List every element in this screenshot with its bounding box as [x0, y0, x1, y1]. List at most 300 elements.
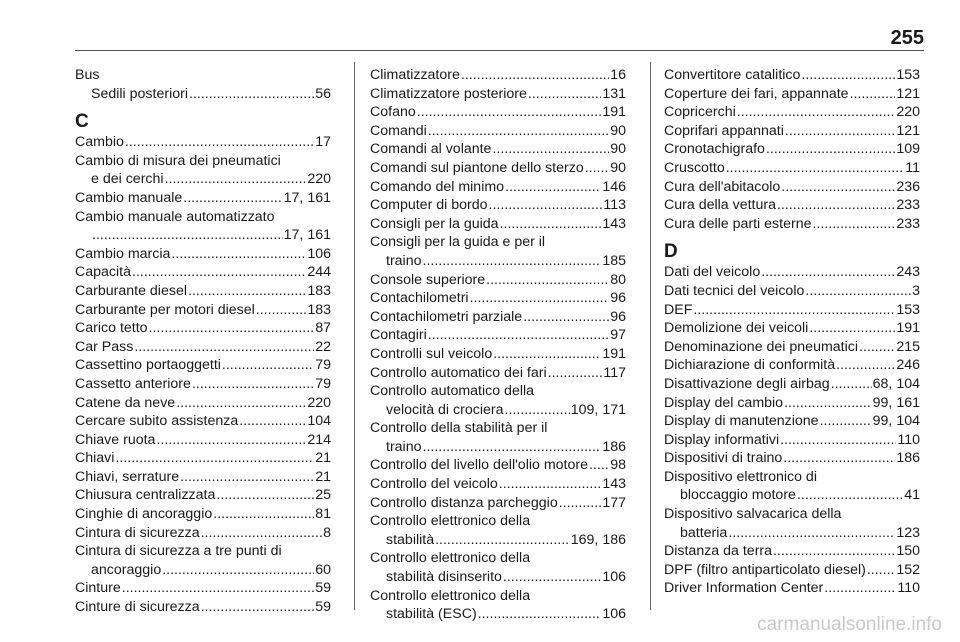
index-entry[interactable]	[75, 468, 331, 487]
entry-page-ref[interactable]: 106	[602, 569, 626, 586]
dot-leader	[801, 66, 895, 85]
entry-label: Controllo del livello dell'olio motore	[370, 457, 588, 474]
index-entry[interactable]	[664, 178, 920, 197]
dot-leader	[867, 561, 895, 580]
entry-page-ref[interactable]: 80	[610, 271, 626, 288]
entry-page-ref[interactable]: 236	[896, 178, 920, 195]
entry-page-ref[interactable]: 191	[602, 345, 626, 362]
index-entry[interactable]	[664, 319, 920, 338]
dot-leader	[189, 85, 314, 104]
dot-leader	[500, 215, 602, 234]
entry-page-ref[interactable]: 59	[315, 599, 331, 616]
entry-page-ref[interactable]: 21	[315, 468, 331, 485]
entry-page-ref[interactable]: 90	[610, 159, 626, 176]
index-entry[interactable]	[75, 133, 331, 152]
entry-label: Distanza da terra	[664, 543, 773, 560]
entry-page-ref[interactable]: 233	[896, 197, 920, 214]
entry-label: Catene da neve	[75, 394, 176, 411]
entry-label: Cintura di sicurezza	[75, 524, 200, 541]
entry-label: Comandi	[370, 122, 427, 139]
index-entry[interactable]	[75, 338, 331, 357]
entry-page-ref[interactable]: 41	[904, 487, 920, 504]
index-entry[interactable]	[370, 364, 626, 383]
dot-leader	[165, 170, 307, 189]
entry-label: Dispositivi di traino	[664, 450, 783, 467]
index-entry[interactable]	[75, 356, 331, 375]
dot-leader	[812, 215, 895, 234]
entry-label: Denominazione dei pneumatici	[664, 338, 859, 355]
index-entry[interactable]	[664, 412, 920, 431]
index-entry[interactable]	[370, 196, 626, 215]
index-entry[interactable]	[370, 568, 626, 587]
index-entry[interactable]	[370, 159, 626, 178]
entry-page-ref[interactable]: 183	[307, 301, 331, 318]
index-entry[interactable]	[75, 579, 331, 598]
entry-page-ref[interactable]: 143	[602, 215, 626, 232]
index-entry[interactable]	[75, 486, 331, 505]
index-entry[interactable]	[370, 122, 626, 141]
dot-leader	[428, 326, 609, 345]
index-entry[interactable]	[370, 401, 626, 420]
entry-page-ref[interactable]: 17, 161	[283, 227, 331, 244]
entry-page-ref[interactable]: 185	[602, 252, 626, 269]
entry-label: Car Pass	[75, 338, 134, 355]
index-entry[interactable]	[664, 542, 920, 561]
dot-leader	[859, 338, 895, 357]
dot-leader	[489, 196, 603, 215]
entry-page-ref[interactable]: 96	[610, 308, 626, 325]
entry-page-ref[interactable]: 186	[602, 438, 626, 455]
index-entry[interactable]	[75, 524, 331, 543]
dot-leader	[523, 308, 609, 327]
entry-page-ref[interactable]: 121	[896, 122, 920, 139]
entry-label: Cura della vettura	[664, 197, 776, 214]
index-heading: Bus	[75, 67, 100, 83]
entry-label: Disattivazione degli airbag	[664, 375, 830, 392]
index-entry[interactable]	[664, 431, 920, 450]
dot-leader	[156, 431, 306, 450]
dot-leader	[780, 431, 896, 450]
entry-label: Controllo del veicolo	[370, 476, 498, 493]
index-entry[interactable]	[664, 140, 920, 159]
index-heading: Controllo elettronico della	[370, 513, 531, 530]
entry-label: Contachilometri	[370, 290, 469, 307]
dot-leader	[470, 289, 610, 308]
entry-page-ref[interactable]: 59	[315, 580, 331, 597]
index-entry[interactable]	[664, 486, 920, 505]
entry-page-ref[interactable]: 8	[323, 524, 331, 541]
index-entry[interactable]	[370, 345, 626, 364]
entry-page-ref[interactable]: 87	[315, 320, 331, 337]
dot-leader	[503, 568, 601, 587]
index-entry[interactable]	[75, 394, 331, 413]
index-entry[interactable]	[664, 338, 920, 357]
entry-page-ref[interactable]: 123	[896, 524, 920, 541]
index-entry[interactable]	[75, 375, 331, 394]
entry-label: Cercare subito assistenza	[75, 413, 239, 430]
index-entry[interactable]	[664, 356, 920, 375]
dot-leader	[797, 486, 903, 505]
entry-label: Cinture	[75, 580, 121, 597]
entry-label: e dei cerchi	[91, 171, 164, 188]
index-entry[interactable]	[75, 282, 331, 301]
entry-label: traino	[386, 252, 422, 269]
entry-page-ref[interactable]: 113	[603, 197, 626, 214]
entry-page-ref[interactable]: 21	[315, 450, 331, 467]
entry-page-ref[interactable]: 214	[307, 431, 331, 448]
dot-leader	[134, 338, 314, 357]
entry-label: Capacità	[75, 264, 131, 281]
entry-page-ref[interactable]: 233	[896, 215, 920, 232]
entry-page-ref[interactable]: 11	[905, 159, 920, 176]
entry-label: batteria	[680, 524, 728, 541]
entry-page-ref[interactable]: 121	[896, 85, 920, 102]
entry-page-ref[interactable]: 150	[896, 543, 920, 560]
entry-label: stabilità	[386, 531, 435, 548]
dot-leader	[216, 486, 314, 505]
dot-leader	[256, 301, 307, 320]
dot-leader	[423, 252, 602, 271]
index-entry[interactable]	[75, 449, 331, 468]
index-entry[interactable]	[664, 159, 920, 178]
entry-page-ref[interactable]: 90	[610, 141, 626, 158]
index-entry[interactable]	[75, 301, 331, 320]
entry-page-ref[interactable]: 183	[307, 282, 331, 299]
entry-label: traino	[386, 438, 422, 455]
dot-leader	[201, 598, 315, 617]
entry-label: Controlli sul veicolo	[370, 345, 493, 362]
entry-page-ref[interactable]: 191	[602, 104, 626, 121]
entry-page-ref[interactable]: 146	[602, 178, 626, 195]
entry-page-ref[interactable]: 104	[307, 413, 331, 430]
index-entry[interactable]	[370, 178, 626, 197]
entry-page-ref[interactable]: 191	[896, 320, 920, 337]
index-heading: Controllo della stabilità per il	[370, 420, 548, 437]
dot-leader	[726, 159, 905, 178]
index-entry[interactable]	[664, 122, 920, 141]
index-column-1	[75, 66, 331, 617]
dot-leader	[493, 345, 601, 364]
entry-label: Display informativi	[664, 431, 780, 448]
index-entry[interactable]	[664, 282, 920, 301]
index-entry[interactable]	[370, 140, 626, 159]
dot-leader	[435, 531, 570, 550]
dot-leader	[548, 364, 603, 383]
index-entry[interactable]	[370, 103, 626, 122]
section-letter: C	[75, 111, 89, 133]
column-divider	[354, 62, 355, 610]
index-entry[interactable]	[75, 170, 331, 189]
entry-label: Cura delle parti esterne	[664, 215, 812, 232]
dot-leader	[831, 375, 872, 394]
entry-label: Contachilometri parziale	[370, 308, 523, 325]
entry-page-ref[interactable]: 220	[307, 394, 331, 411]
entry-label: Cambio marcia	[75, 245, 171, 262]
index-entry[interactable]	[370, 289, 626, 308]
entry-label: Console superiore	[370, 271, 486, 288]
dot-leader	[171, 245, 306, 264]
entry-label: Sedili posteriori	[91, 85, 188, 102]
entry-label: Carburante diesel	[75, 282, 187, 299]
entry-page-ref[interactable]: 79	[315, 357, 331, 374]
index-heading: Cintura di sicurezza a tre punti di	[75, 543, 282, 560]
entry-page-ref[interactable]: 90	[610, 122, 626, 139]
entry-label: Cassetto anteriore	[75, 375, 191, 392]
dot-leader	[423, 438, 602, 457]
entry-page-ref[interactable]: 25	[315, 487, 331, 504]
dot-leader	[478, 605, 602, 624]
dot-leader	[820, 412, 872, 431]
entry-page-ref[interactable]: 152	[896, 561, 920, 578]
dot-leader	[585, 159, 609, 178]
index-entry[interactable]	[370, 326, 626, 345]
entry-label: Copricerchi	[664, 104, 736, 121]
index-entry[interactable]	[370, 605, 626, 624]
entry-page-ref[interactable]: 177	[602, 494, 626, 511]
entry-page-ref[interactable]: 215	[896, 338, 920, 355]
entry-page-ref[interactable]: 131	[602, 85, 626, 102]
entry-page-ref[interactable]: 81	[315, 506, 331, 523]
entry-page-ref[interactable]: 99, 161	[872, 394, 920, 411]
index-entry[interactable]	[75, 226, 331, 245]
entry-label: stabilità disinserito	[386, 569, 502, 586]
entry-label: ancoraggio	[91, 561, 162, 578]
index-heading: Controllo automatico della	[370, 383, 535, 400]
dot-leader	[528, 85, 601, 104]
dot-leader	[505, 178, 601, 197]
entry-page-ref[interactable]: 117	[603, 364, 626, 381]
index-entry[interactable]	[370, 475, 626, 494]
dot-leader	[784, 394, 872, 413]
index-entry[interactable]	[664, 394, 920, 413]
dot-leader	[737, 103, 896, 122]
entry-page-ref[interactable]: 17	[315, 134, 331, 151]
entry-label: Cura dell'abitacolo	[664, 178, 781, 195]
dot-leader	[559, 494, 602, 513]
entry-label: Climatizzatore posteriore	[370, 85, 527, 102]
dot-leader	[239, 412, 306, 431]
dot-leader	[783, 449, 895, 468]
entry-label: velocità di crociera	[386, 401, 504, 418]
entry-page-ref[interactable]: 110	[897, 580, 920, 597]
dot-leader	[115, 449, 314, 468]
entry-label: Dati tecnici del veicolo	[664, 282, 805, 299]
entry-page-ref[interactable]: 220	[896, 104, 920, 121]
entry-label: Display del cambio	[664, 394, 784, 411]
entry-page-ref[interactable]: 109, 171	[570, 401, 626, 418]
index-entry[interactable]	[75, 505, 331, 524]
entry-page-ref[interactable]: 143	[602, 476, 626, 493]
dot-leader	[180, 468, 314, 487]
entry-label: Chiusura centralizzata	[75, 487, 216, 504]
index-entry[interactable]	[370, 215, 626, 234]
entry-page-ref[interactable]: 153	[896, 301, 920, 318]
index-entry[interactable]	[664, 103, 920, 122]
dot-leader	[486, 271, 609, 290]
entry-page-ref[interactable]: 22	[315, 338, 331, 355]
index-entry[interactable]	[664, 375, 920, 394]
dot-leader	[499, 475, 602, 494]
index-column-3	[664, 66, 920, 598]
dot-leader	[777, 196, 895, 215]
entry-label: Consigli per la guida	[370, 215, 499, 232]
dot-leader	[149, 319, 315, 338]
section-letter: D	[664, 241, 678, 263]
index-entry[interactable]	[75, 85, 331, 104]
column-divider	[650, 62, 651, 610]
entry-label: DEF	[664, 301, 693, 318]
dot-leader	[761, 263, 895, 282]
entry-page-ref[interactable]: 96	[610, 290, 626, 307]
index-entry[interactable]	[664, 301, 920, 320]
dot-leader	[836, 356, 895, 375]
entry-label: Dati del veicolo	[664, 264, 761, 281]
entry-label: Cruscotto	[664, 159, 725, 176]
index-entry[interactable]	[75, 598, 331, 617]
entry-label: Chiavi, serrature	[75, 468, 180, 485]
entry-page-ref[interactable]: 186	[896, 450, 920, 467]
dot-leader	[213, 505, 314, 524]
index-entry[interactable]	[664, 263, 920, 282]
entry-label: Computer di bordo	[370, 197, 488, 214]
index-entry[interactable]	[664, 561, 920, 580]
dot-leader	[192, 375, 314, 394]
index-entry[interactable]	[664, 449, 920, 468]
dot-leader	[693, 301, 895, 320]
entry-page-ref[interactable]: 110	[897, 431, 920, 448]
index-entry[interactable]	[370, 456, 626, 475]
index-heading: Consigli per la guida e per il	[370, 234, 546, 251]
dot-leader	[766, 140, 895, 159]
index-entry[interactable]	[75, 189, 331, 208]
dot-leader	[92, 226, 283, 245]
entry-label: Cambio manuale	[75, 189, 183, 206]
dot-leader	[125, 133, 314, 152]
entry-page-ref[interactable]: 68, 104	[872, 375, 920, 392]
dot-leader	[589, 456, 609, 475]
dot-leader	[428, 122, 609, 141]
entry-page-ref[interactable]: 153	[896, 67, 920, 83]
index-entry[interactable]	[370, 271, 626, 290]
dot-leader	[183, 189, 282, 208]
entry-label: Carico tetto	[75, 320, 148, 337]
entry-label: Comandi al volante	[370, 141, 492, 158]
entry-page-ref[interactable]: 79	[315, 375, 331, 392]
entry-page-ref[interactable]: 3	[912, 282, 920, 299]
entry-label: Cinghie di ancoraggio	[75, 506, 213, 523]
entry-label: Controllo distanza parcheggio	[370, 494, 558, 511]
entry-label: DPF (filtro antiparticolato diesel)	[664, 561, 866, 578]
header-rule	[75, 50, 924, 51]
dot-leader	[781, 178, 895, 197]
index-entry[interactable]	[664, 66, 920, 85]
dot-leader	[222, 356, 314, 375]
entry-label: Coprifari appannati	[664, 122, 784, 139]
entry-page-ref[interactable]: 97	[610, 327, 626, 344]
entry-page-ref[interactable]: 60	[315, 561, 331, 578]
entry-page-ref[interactable]: 56	[315, 85, 331, 102]
entry-page-ref[interactable]: 109	[896, 141, 920, 158]
dot-leader	[162, 561, 314, 580]
entry-label: Coperture dei fari, appannate	[664, 85, 849, 102]
index-heading: Dispositivo elettronico di	[664, 468, 817, 485]
entry-label: Comandi sul piantone dello sterzo	[370, 159, 584, 176]
entry-page-ref[interactable]: 220	[307, 171, 331, 188]
index-entry[interactable]	[75, 245, 331, 264]
dot-leader	[132, 263, 306, 282]
index-entry[interactable]	[370, 308, 626, 327]
entry-page-ref[interactable]: 98	[610, 457, 626, 474]
entry-page-ref[interactable]: 244	[307, 264, 331, 281]
entry-label: Comando del minimo	[370, 178, 505, 195]
index-heading: Controllo elettronico della	[370, 550, 531, 567]
entry-label: Chiavi	[75, 450, 115, 467]
watermark: carmanualsonline.info	[757, 614, 942, 635]
entry-page-ref[interactable]: 16	[610, 67, 626, 83]
entry-label: Driver Information Center	[664, 580, 824, 597]
entry-label: Cambio	[75, 134, 124, 151]
dot-leader	[505, 401, 570, 420]
dot-leader	[809, 319, 895, 338]
index-entry[interactable]	[370, 494, 626, 513]
dot-leader	[728, 524, 895, 543]
index-entry[interactable]	[664, 85, 920, 104]
dot-leader	[785, 122, 895, 141]
entry-page-ref[interactable]: 246	[896, 357, 920, 374]
index-entry[interactable]	[370, 66, 626, 85]
entry-page-ref[interactable]: 17, 161	[283, 189, 331, 206]
dot-leader	[850, 85, 896, 104]
entry-page-ref[interactable]: 169, 186	[570, 531, 626, 548]
dot-leader	[805, 282, 911, 301]
entry-page-ref[interactable]: 243	[896, 264, 920, 281]
dot-leader	[176, 394, 306, 413]
index-entry[interactable]	[370, 252, 626, 271]
index-entry[interactable]	[75, 319, 331, 338]
index-entry[interactable]	[664, 579, 920, 598]
index-entry[interactable]	[370, 438, 626, 457]
index-heading: Dispositivo salvacarica della	[664, 506, 842, 523]
index-entry[interactable]	[75, 561, 331, 580]
index-entry[interactable]	[75, 412, 331, 431]
dot-leader	[773, 542, 895, 561]
dot-leader	[188, 282, 306, 301]
entry-label: Demolizione dei veicoli	[664, 320, 809, 337]
entry-label: Display di manutenzione	[664, 413, 819, 430]
index-entry[interactable]	[664, 196, 920, 215]
entry-label: bloccaggio motore	[680, 487, 796, 504]
index-entry[interactable]	[664, 215, 920, 234]
index-entry[interactable]	[370, 531, 626, 550]
entry-page-ref[interactable]: 106	[307, 245, 331, 262]
index-entry[interactable]	[75, 431, 331, 450]
dot-leader	[492, 140, 609, 159]
index-heading: Cambio manuale automatizzato	[75, 208, 275, 225]
index-entry[interactable]	[75, 263, 331, 282]
index-heading: Controllo elettronico della	[370, 587, 531, 604]
entry-page-ref[interactable]: 99, 104	[872, 413, 920, 430]
entry-label: Cinture di sicurezza	[75, 599, 200, 616]
entry-label: Cronotachigrafo	[664, 141, 765, 158]
entry-label: Contagiri	[370, 327, 427, 344]
index-column-2	[370, 66, 626, 624]
index-entry[interactable]	[664, 524, 920, 543]
dot-leader	[122, 579, 314, 598]
page-number: 255	[890, 27, 924, 49]
entry-label: Dichiarazione di conformità	[664, 357, 836, 374]
index-entry[interactable]	[370, 85, 626, 104]
entry-page-ref[interactable]: 106	[602, 606, 626, 623]
